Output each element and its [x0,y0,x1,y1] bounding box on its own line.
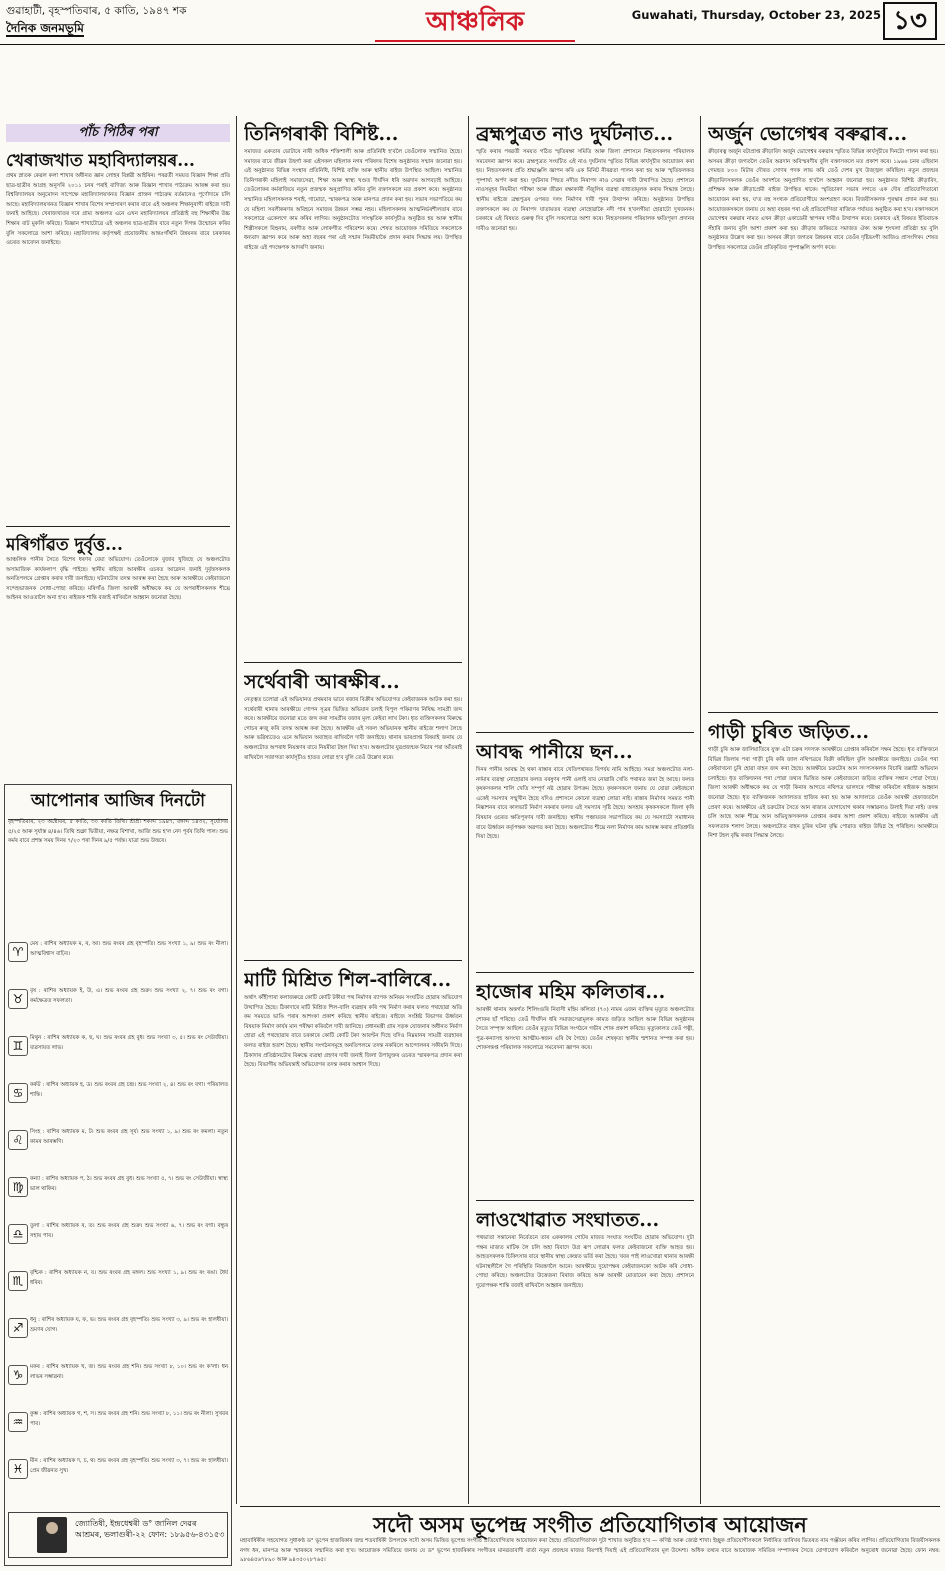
horoscope-sign [8,1410,228,1448]
horoscope-sign [8,1081,228,1119]
article-sarthebari-police: নেতৃত্বত চলোৱা এই অভিযানত প্ৰথমবাৰ ভাবে ৰজাৰ বিক্ৰীৰ অভিযোগত কেইবাজনক আটক কৰা হয়। সৰ্থেবাৰী থানাৰ আৰক্ষীয়ে গোপন সূত্ৰৰ ভিত্তিত অভিযান চলাই বিপুল পৰিমাণৰ নিষিদ্ধ সামগ্ৰী জব্দ কৰে। আৰক্ষীয়ে জনোৱা মতে জব্দ কৰা সামগ্ৰীৰ বজাৰ মূল্য কেইবা লাখ টকা। ধৃত ব্যক্তিসকলৰ বিৰুদ্ধে গোচৰ ৰুজু কৰি তদন্ত আৰম্ভ কৰা হৈছে। আৰক্ষীৰ এই সফল অভিযানক স্থানীয় ৰাইজে শলাগ লৈছে আৰু ভৱিষ্যতেও এনে অভিযান অব্যাহত ৰাখিবলৈ দাবী জনাইছে। থানাৰ ভাৰপ্ৰাপ্ত বিষয়াই জনায় যে অঞ্চলটোত অপৰাধ নিয়ন্ত্ৰণৰ বাবে নিয়মীয়া টহল দিয়া হ'ব। অঞ্চলটোৰ যুৱপ্ৰজন্মক নিচাৰ পৰা আঁতৰাই ৰাখিবলৈ সজাগতা কাৰ্যসূচীও হাতত লোৱা হ'ব বুলি তেওঁ উল্লেখ কৰে। [244,697,462,761]
horoscope-sign [8,1316,228,1354]
sign-text: মীন : ৰাশিৰ অধ্যায়ক দ, চ, থ। শুভ ৰংবৰ গ্ৰহ বৃহস্পতি। শুভ সংখ্যা ৩, ৭। শুভ ৰং হালধীয়া। প্ৰেম জীৱনত সুখ। [30,1458,228,1474]
article-morigaon: আঞ্চলিক পানীৰ সৈতে বিশেষ ধৰণৰ বেয়া অভিযোগ। তেওঁলোকে বুজাব খুজিছে যে অঞ্চলটোত অসামাজিক কাৰ্যকলাপ বৃদ্ধি পাইছে। স্থানীয় ৰাইজে আৰক্ষীৰ ওচৰত আৱেদন জনাই দুৰ্বৃত্তসকলক অনতিপলমে গ্ৰেপ্তাৰ কৰাৰ দাবী জনাইছে। ঘটনাটোৰ তদন্ত আৰম্ভ কৰা হৈছে আৰু আৰক্ষীয়ে কেইবাজনো সন্দেহভাজনক সোধা-পোছা কৰিছে। মৰিগাঁও জিলা আৰক্ষী অধীক্ষকে কয় যে অপৰাধীসকলক শীঘ্ৰে আইনৰ আওতালৈ অনা হ'ব। ৰাইজক শান্তি বজাই ৰাখিবলৈ আহ্বান জনোৱা হৈছে। [6,557,230,602]
headline-morigaon: মৰিগাঁৱত দুৰ্বৃত্ত... [6,535,123,555]
horoscope-sign [8,1222,228,1260]
sign-text: মিথুন : ৰাশিৰ অধ্যায়ক ক, ছ, ঘ। শুভ ৰংবৰ গ্ৰহ বুধ। শুভ সংখ্যা ৩, ৫। শুভ ৰং সেউজীয়া। ব্যৱসায়ত লাভ। [30,1035,228,1051]
sign-text: বৃশ্চিক : ৰাশিৰ অধ্যায়ক ন, য। শুভ ৰংবৰ গ্ৰহ মঙ্গল। শুভ সংখ্যা ১, ৯। শুভ ৰং ৰঙা। ধৈৰ্য ধৰিব। [30,1270,228,1286]
headline-sarthebari-police: সৰ্থেবাৰী আৰক্ষীৰ... [244,671,400,693]
aquarius-icon: ♒ [8,1412,28,1432]
headline-brahmaputra-boat: ব্ৰহ্মপুত্ৰত নাও দুৰ্ঘটনাত... [476,123,674,145]
sign-text: কৰ্কট : ৰাশিৰ অধ্যায়ক হ, ড। শুভ ৰংবৰ গ্ৰহ চন্দ্ৰ। শুভ সংখ্যা ২, ৪। শুভ ৰং বগা। পৰিয়ালত শান্তি। [30,1082,228,1098]
sign-text: ধনু : ৰাশিৰ অধ্যায়ক য, ফ, ভ। শুভ ৰংবৰ গ্ৰহ বৃহস্পতি। শুভ সংখ্যা ৩, ৯। শুভ ৰং হালধীয়া। ভ্ৰমণৰ যোগ। [30,1317,228,1333]
column-divider-1 [236,116,237,1504]
right-dateline: Guwahati, Thursday, October 23, 2025 [631,8,881,22]
horoscope-sign [8,1269,228,1307]
horoscope-sign [8,1175,228,1213]
horoscope-sign [8,1457,228,1495]
divider [244,960,462,961]
scorpio-icon: ♏ [8,1271,28,1291]
sign-text: বৃষ : ৰাশিৰ অধ্যায়ক ই, উ, এ। শুভ ৰংবৰ গ্ৰহ শুক্ৰ। শুভ সংখ্যা ২, ৭। শুভ ৰং বগা। কৰ্মক্ষেত্ৰত সফলতা। [30,988,228,1004]
article-three-women: সমাজত একতাৰ ভোটাৰে নাৰী অধিক শক্তিশালী আৰু প্ৰতিনিধি হ'বলৈ তেওঁলোক সন্মানিত হৈছে। সমাজৰ বাবে জীৱন উছৰ্গা কৰা এইসকল মহিলাক নগৰ পৰিষদৰ বিশেষ অনুষ্ঠানত সন্মান জনোৱা হয়। এই অনুষ্ঠানত বিভিন্ন সংস্থাৰ প্ৰতিনিধি, বিশিষ্ট ব্যক্তি আৰু স্থানীয় ৰাইজ উপস্থিত আছিল। সন্মানিত তিনিগৰাকী মহিলাই সমাজসেৱা, শিক্ষা আৰু স্বাস্থ্য খণ্ডত দীৰ্ঘদিন ধৰি অৱদান আগবঢ়াই আহিছে। তেওঁলোকৰ কৰ্মৰাজিয়ে নতুন প্ৰজন্মক অনুপ্ৰাণিত কৰিব বুলি বক্তাসকলে মত প্ৰকাশ কৰে। অনুষ্ঠানত সন্মানিত মহিলাসকলক শৰাই, গামোচা, স্মাৰকপত্ৰ আৰু মানপত্ৰ প্ৰদান কৰা হয়। সভাৰ সভাপতিয়ে কয় যে মহিলা সবলীকৰণৰ অবিহনে সমাজৰ উন্নয়ন সম্ভৱ নহয়। মহিলাসকলৰ আত্মনিৰ্ভৰশীলতাৰ বাবে সকলোৱে একেলগে কাম কৰিব লাগিব। অনুষ্ঠানটোত সাংস্কৃতিক কাৰ্যসূচীও অনুষ্ঠিত হয় আৰু স্থানীয় শিল্পীসকলে বিহুনাম, বৰগীত আৰু লোকগীত পৰিবেশন কৰে। শেষত আয়োজক সমিতিয়ে সকলোকে ধন্যবাদ জ্ঞাপন কৰে আৰু অহা বছৰৰ পৰা এই সন্মান নিয়মীয়াকৈ প্ৰদান কৰাৰ সিদ্ধান্ত লয়। উপস্থিত ৰাইজে এই পদক্ষেপক আদৰণি জনায়। [244,149,462,251]
astrologer-photo [37,1517,67,1553]
article-vehicle-theft: গাড়ী চুৰি আৰু জালিয়াতিৰে যুক্ত এটা চক্ৰৰ সদস্যক আৰক্ষীয়ে গ্ৰেপ্তাৰ কৰিবলৈ সক্ষম হৈছে। ধৃত ব্যক্তিজনে বিভিন্ন জিলাৰ পৰা গাড়ী চুৰি কৰি জাল নথিপত্ৰৰে বিক্ৰী কৰিছিল বুলি আৰক্ষীয়ে জনাইছে। তেওঁৰ পৰা কেইবাখনো চুৰি হোৱা বাহন জব্দ কৰা হৈছে। আৰক্ষীয়ে চক্ৰটোৰ আন সদস্যসকলক বিচাৰি তল্লাচী অভিযান চলাইছে। ধৃত ব্যক্তিজনৰ পৰা পোৱা তথ্যৰ ভিত্তিত আৰু কেইবাজনো জড়িত ব্যক্তিৰ সন্ধান পোৱা গৈছে। জিলা আৰক্ষী অধীক্ষকে কয় যে গাড়ী কিনাৰ আগতে নথিপত্ৰ ভালদৰে পৰীক্ষা কৰিবলৈ ৰাইজক আহ্বান জনোৱা হৈছে। ধৃত ব্যক্তিজনক আদালতত হাজিৰ কৰা হয় আৰু আদালতে তেওঁক আৰক্ষী হেফাজতলৈ প্ৰেৰণ কৰে। আৰক্ষীয়ে এই চক্ৰটোৰ সৈতে আন ৰাজ্যৰ যোগাযোগ থকাৰ সম্ভাৱনাও উলাই দিয়া নাই। তদন্ত চলি আছে আৰু শীঘ্ৰে আন অভিযুক্তসকলক গ্ৰেপ্তাৰ কৰাৰ আশা প্ৰকাশ কৰিছে। ৰাইজে আৰক্ষীৰ এই সফলতাক শলাগ লৈছে। অঞ্চলটোত বাহন চুৰিৰ ঘটনা বৃদ্ধি পোৱাত ৰাইজ উদ্বিগ্ন হৈ পৰিছিল। আৰক্ষীয়ে নিশা টহল বৃদ্ধি কৰাৰ সিদ্ধান্ত লৈছে। [708,747,938,840]
divider [240,1506,940,1507]
headline-laokhowa-clash: লাওখোৱাত সংঘাতত... [476,1209,660,1231]
sign-text: সিংহ : ৰাশিৰ অধ্যায়ক ম, ট। শুভ ৰংবৰ গ্ৰহ সূৰ্য। শুভ সংখ্যা ১, ৯। শুভ ৰং কমলা। নতুন কামৰ আৰম্ভণি। [30,1129,228,1145]
aries-icon: ♈ [8,942,28,962]
divider [708,712,938,713]
astrologer-box [8,1512,228,1558]
headline-kherajkhat: খেৰাজখাত মহাবিদ্যালয়ৰ... [6,151,195,171]
article-hajo-mahim-kalita: আৰক্ষী থানাৰ অন্তৰ্গত শিলিংগুৰি নিবাসী মহিম কলিতা (৭০) নামৰ এজন ব্যক্তিৰ মৃত্যুত অঞ্চলটোত শোকৰ ছাঁ পৰিছে। তেওঁ দীৰ্ঘদিন ধৰি সমাজসেৱামূলক কামত জড়িত আছিল আৰু বিভিন্ন অনুষ্ঠানৰ সৈতে সম্পৃক্ত আছিল। তেওঁৰ মৃত্যুত বিভিন্ন সংগঠনে গভীৰ শোক প্ৰকাশ কৰিছে। মৃত্যুকালত তেওঁ পত্নী, পুত্ৰ-কন্যাসহ অসংখ্য আত্মীয়-স্বজন এৰি থৈ গৈছে। তেওঁৰ শেষকৃত্য স্থানীয় শ্মশানত সম্পন্ন কৰা হয়। শোকসন্তপ্ত পৰিয়ালক সকলোৱে সমবেদনা জ্ঞাপন কৰে। [476,1007,694,1052]
capricorn-icon: ♑ [8,1365,28,1385]
masthead-divider [0,44,945,45]
section-title: আঞ্চলিক [425,7,525,37]
headline-hajo-mahim-kalita: হাজোৰ মহিম কলিতাৰ... [476,981,666,1003]
libra-icon: ♎ [8,1224,28,1244]
sign-text: তুলা : ৰাশিৰ অধ্যায়ক ৰ, ত। শুভ ৰংবৰ গ্ৰহ শুক্ৰ। শুভ সংখ্যা ৬, ৭। শুভ ৰং বগা। বন্ধুৰ সহায় পাব। [30,1223,228,1239]
sagittarius-icon: ♐ [8,1318,28,1338]
article-waterlogging: দিনৰ পানীৰ আবদ্ধ হৈ থকা ৰাস্তাৰ বাবে খেতিপথাৰত বিপৰ্যয় নামি আহিছে। সমগ্ৰ অঞ্চলটোত নলা-নৰ্দমাৰ ব্যৱস্থা নোহোৱাৰ ফলত বৰষুণৰ পানী ওলাই যাব নোৱাৰি খেতি পথাৰত জমা হৈ আছে। ফলত কৃষকসকলৰ শালি খেতি সম্পূৰ্ণ নষ্ট হোৱাৰ উপক্ৰম হৈছে। কৃষকসকলে জনায় যে যোৱা কেইবছৰো একেই সমস্যাৰ সন্মুখীন হৈছে যদিও প্ৰশাসনে কোনো ব্যৱস্থা লোৱা নাই। ৰাস্তাৰ নিৰ্মাণৰ সময়ত পানী নিষ্কাশনৰ বাবে কালভাৰ্ট নিৰ্মাণ নকৰাৰ ফলত এই সমস্যাৰ সৃষ্টি হৈছে। অসহায় কৃষকসকলে জিলা কৃষি বিষয়াৰ ওচৰত ক্ষতিপূৰণৰ দাবী জনাইছে। স্থানীয় পঞ্চায়তৰ সভাপতিয়ে কয় যে সমস্যাটো সমাধানৰ বাবে ঊৰ্ধ্বতন কৰ্তৃপক্ষক অৱগত কৰা হৈছে। অঞ্চলটোত শীঘ্ৰে নলা নিৰ্মাণৰ কাম আৰম্ভ কৰাৰ প্ৰতিশ্ৰুতি দিয়া হৈছে। [476,767,694,841]
article-brahmaputra-boat: স্মৃতি কৰাৰ পৰৱৰ্তী সময়ত গঠিত স্মৃতিৰক্ষা সমিতি আৰু জিলা প্ৰশাসনে নিহতসকলৰ পৰিয়ালক সমবেদনা জ্ঞাপন কৰে। ব্ৰহ্মপুত্ৰত সংঘটিত এই নাও দুৰ্ঘটনাৰ স্মৃতিত বিভিন্ন কাৰ্যসূচীৰ আয়োজন কৰা হয়। নিহতসকলৰ প্ৰতি শ্ৰদ্ধাঞ্জলি জ্ঞাপন কৰি এক মিনিট নীৰৱতা পালন কৰা হয় আৰু স্মৃতিফলকত পুষ্পাৰ্ঘ্য অৰ্পণ কৰা হয়। দুৰ্ঘটনাৰ পিছত নদীত নিৰাপদ নাও সেৱাৰ দাবী উত্থাপিত হৈছে। প্ৰশাসনে নাওসমূহৰ নিয়মীয়া পৰীক্ষা আৰু জীৱন ৰক্ষাকাৰী সঁজুলিৰ ব্যৱস্থা বাধ্যতামূলক কৰাৰ সিদ্ধান্ত লৈছে। স্থানীয় ৰাইজে ব্ৰহ্মপুত্ৰৰ ওপৰত দলং নিৰ্মাণৰ দাবী পুনৰ উত্থাপন কৰিছে। অনুষ্ঠানত উপস্থিত বক্তাসকলে কয় যে নিৰাপদ যাতায়তৰ ব্যৱস্থা নোহোৱাকৈ নদী পাৰ হ'বলগীয়া হোৱাটো দুখজনক। চৰকাৰে এই বিষয়ত গুৰুত্ব দিব বুলি সকলোৱে আশা কৰে। নিহতসকলৰ পৰিয়ালক ক্ষতিপূৰণ প্ৰদানৰ দাবীও জনোৱা হয়। [476,149,694,232]
article-kherajkhat: প্ৰথম স্নাতক কেৱল কলা শাখাৰ অধীনত জ্ঞান লোহৰ বিপ্লৱী আইৰিন। পৰৱৰ্তী সময়ত বিজ্ঞান শিক্ষা প্ৰতি ছাত্ৰ-ছাত্ৰীৰ আগ্ৰহ অনুসৰি ২০১১ চনৰ পৰাই বাণিজ্য আৰু বিজ্ঞান শাখাৰ পাঠ্যক্ৰম আৰম্ভ কৰা হয়। বিশ্ববিদ্যালয়ৰ অনুমোদন সাপেক্ষে মহাবিদ্যালয়খনত বিজ্ঞান প্ৰাক্তন পাঠ্যক্ৰম বৰ্তমানেও পূৰ্ণোদ্যমে চলি আছে। মহাবিদ্যালয়খনত বিজ্ঞান শাখাৰ বিশেষ সম্প্ৰসাৰণ কৰাৰ বাবে এই অঞ্চলৰ শিক্ষানুৰাগী ৰাইজে দাবী জনাই আহিছে। খেৰাজখাতৰ দৰে গ্ৰাম্য অঞ্চলত এনে এখন মহাবিদ্যালয়ৰ প্ৰতিষ্ঠাই বহু শিক্ষাৰ্থীৰ উচ্চ শিক্ষাৰ বাট মুকলি কৰিছে। বিজ্ঞান শাখাটোৱে এই অঞ্চলৰ ছাত্ৰ-ছাত্ৰীৰ বাবে নতুন দিগন্ত উন্মোচন কৰিব বুলি সকলোৱে আশা কৰিছে। মহাবিদ্যালয় কৰ্তৃপক্ষই প্ৰয়োজনীয় আন্তঃগাঁথনি উন্নয়নৰ বাবে চৰকাৰৰ ওচৰত আবেদন জনাইছে। [6,173,230,247]
page-number: ১৩ [883,2,937,40]
divider [476,732,694,733]
banner-underline [375,40,575,42]
sign-text: কুম্ভ : ৰাশিৰ অধ্যায়ক গ, শ, স। শুভ ৰংবৰ গ্ৰহ শনি। শুভ সংখ্যা ৮, ১১। শুভ ৰং নীলা। সুখবৰ পাব। [30,1411,228,1427]
left-dateline: গুৱাহাটী, বৃহস্পতিবাৰ, ৫ কাতি, ১৯৪৭ শক [6,5,187,17]
horoscope-sign [8,1128,228,1166]
horoscope-intro: বৃহস্পতিবাৰ, ২৩ অক্টোবৰ, ৫ কাতি, ৩০ কাতি তিথি। শ্ৰীশ্ৰী শকাব্দ ১৯৪৭, বঙ্গাব্দ ১৪৩২, সূৰ্য্যোদয় ৫/২৫ আৰু সূৰ্যাস্ত ৪/৪৬। তিথি শুক্লা দ্বিতীয়া, নক্ষত্ৰ বিশাখা, আজি শুভ হ'ল নেদ পূৰ্বৰ তিথি পাল। শুভ কৰ্মৰ বাবে প্ৰশস্ত সময় দিনৰ ৭/২৩ পৰা দিনৰ ৯/৫ পৰ্যন্ত। যাত্ৰা শুভ উত্তৰে। [8,819,228,845]
column-divider-2 [468,116,469,1504]
horoscope-sign [8,1034,228,1072]
paper-name: দৈনিক জনমভূমি [6,21,84,35]
sign-text: মকৰ : ৰাশিৰ অধ্যায়ক খ, জ। শুভ ৰংবৰ গ্ৰহ শনি। শুভ সংখ্যা ৮, ১০। শুভ ৰং ক'লা। ধন লাভৰ সম্ভাৱনা। [30,1364,228,1380]
article-arjun-bhogeswar: ক্ৰীড়াৰত্ন অৰ্জুন বটাপ্ৰাপ্ত ক্ৰীড়াবিদ অৰ্জুন ভোগেশ্বৰ বৰুৱাৰ স্মৃতিত বিভিন্ন কাৰ্যসূচীৰে দিনটো পালন কৰা হয়। অসমৰ ক্ৰীড়া জগতলৈ তেওঁৰ অৱদান অবিস্মৰণীয় বুলি বক্তাসকলে মত প্ৰকাশ কৰে। ১৯৬৬ চনৰ এছিয়ান গেমছত ৮০০ মিটাৰ দৌৰত সোণৰ পদক লাভ কৰি তেওঁ দেশৰ মুখ উজ্জ্বল কৰিছিল। নতুন প্ৰজন্মৰ ক্ৰীড়াবিদসকলক তেওঁৰ আদৰ্শৰে অনুপ্ৰাণিত হ'বলৈ আহ্বান জনোৱা হয়। অনুষ্ঠানত বিশিষ্ট ক্ৰীড়াবিদ, প্ৰশিক্ষক আৰু ক্ৰীড়াপ্ৰেমী ৰাইজ উপস্থিত থাকে। স্মৃতিচাৰণ সভাৰ লগতে এক দৌৰ প্ৰতিযোগিতাৰো আয়োজন কৰা হয়, য'ত বহু সংখ্যক প্ৰতিযোগীয়ে অংশগ্ৰহণ কৰে। বিজয়ীসকলক পুৰস্কাৰ প্ৰদান কৰা হয়। আয়োজকসকলে জনায় যে অহা বছৰৰ পৰা এই প্ৰতিযোগিতা ৰাজ্যিক পৰ্যায়ত অনুষ্ঠিত কৰা হ'ব। বক্তাসকলে ভোগেশ্বৰ বৰুৱাৰ নামত এখন ক্ৰীড়া একাডেমী স্থাপনৰ দাবীও উত্থাপন কৰে। চৰকাৰে এই বিষয়ত ইতিবাচক সঁহাৰি জনাব বুলি আশা প্ৰকাশ কৰা হয়। ক্ৰীড়াৰ জৰিয়তে সমাজত ঐক্য আৰু শৃংখলা প্ৰতিষ্ঠা হয় বুলি অনুষ্ঠানত উল্লেখ কৰা হয়। অসমৰ ক্ৰীড়া জগতৰ উন্নয়নৰ বাবে তেওঁৰ দৃষ্টিভংগী আজিও প্ৰাসংগিক। শেষত উপস্থিত সকলোৱে তেওঁৰ প্ৰতিকৃতিত পুষ্পাঞ্জলি অৰ্পণ কৰে। [708,149,938,251]
leo-icon: ♌ [8,1130,28,1150]
article-bhupendra-sangeet: মহাবাৰ্ষিকীৰ সহযোগত সুধাকণ্ঠ ড° ভূপেন হাজৰিকাৰ জন্ম শতবাৰ্ষিকী উপলক্ষে সদৌ অসম ভিত্তিত ভূপেন্দ্ৰ সংগীত প্ৰতিযোগিতাৰ আয়োজন কৰা হৈছে। প্ৰতিযোগিতাখন দুটা শাখাত অনুষ্ঠিত হ'ব — কণিষ্ঠ আৰু জ্যেষ্ঠ শাখা। ইচ্ছুক প্ৰতিযোগীসকলে নিৰ্ধাৰিত তাৰিখৰ ভিতৰত নাম পঞ্জীয়ন কৰিব লাগিব। প্ৰতিযোগিতাৰ বিজয়ীসকলক নগদ ধন, মানপত্ৰ আৰু স্মাৰকৰে সন্মানিত কৰা হ'ব। আয়োজক সমিতিয়ে জনায় যে ড° ভূপেন হাজৰিকাৰ সংগীতৰ মানৱতাবাদী বাৰ্তা নতুন প্ৰজন্মৰ মাজত বিয়পাই দিয়াই এই প্ৰতিযোগিতাৰ মূল উদ্দেশ্য। অধিক তথ্যৰ বাবে আয়োজক সমিতিৰ সম্পাদকৰ সৈতে যোগাযোগ কৰিবলৈ অনুৰোধ জনোৱা হৈছে। ফোন নম্বৰ: ৯৮৬৪৫৬৭৮৯০ আৰু ৯৪৩৫০২৮৭৬৫। [240,1538,940,1564]
horoscope-sign [8,1363,228,1401]
gemini-icon: ♊ [8,1036,28,1056]
headline-vehicle-theft: গাড়ী চুৰিত জড়িত... [708,721,869,743]
horoscope-title: আপোনাৰ আজিৰ দিনটো [8,788,228,820]
masthead-left [6,4,296,37]
horoscope-sign [8,940,228,978]
continued-strip: পাঁচ পিঠিৰ পৰা [6,124,230,142]
headline-bhupendra-sangeet: সদৌ অসম ভূপেন্দ্ৰ সংগীত প্ৰতিযোগিতাৰ আয়োজন [373,1512,807,1537]
divider [476,1200,694,1201]
cancer-icon: ♋ [8,1083,28,1103]
divider [476,972,694,973]
article-laokhowa-clash: পথভাতা সন্তানেৰা নিৰ্বেতনে তাৰ এককালৰ গোটৰ মাজত সংঘাত সংঘটিত হোৱাৰ অভিযোগ। দুটা পক্ষৰ মাজত মাটিক লৈ চলি অহা বিবাদে উগ্ৰ ৰূপ লোৱাৰ ফলত কেইবাজনো ব্যক্তি আহত হয়। আহতসকলক চিকিৎসাৰ বাবে স্থানীয় স্বাস্থ্য কেন্দ্ৰত ভৰ্তি কৰা হৈছে। খবৰ পাই লাওখোৱা থানাৰ আৰক্ষী ঘটনাস্থলীলৈ গৈ পৰিস্থিতি নিয়ন্ত্ৰণলৈ আনে। আৰক্ষীয়ে দুয়োপক্ষৰ কেইবাজনকো আটক কৰি সোধা-পোছা কৰিছে। অঞ্চলটোত উত্তেজনা বিৰাজ কৰিছে আৰু আৰক্ষী মোতায়েন কৰা হৈছে। প্ৰশাসনে দুয়োপক্ষক শান্তি বজাই ৰাখিবলৈ আহ্বান জনাইছে। [476,1235,694,1289]
sign-text: মেষ : ৰাশিৰ অধ্যায়ক ম, ৰ, আ। শুভ ৰংবৰ গ্ৰহ বৃহস্পতি। শুভ সংখ্যা ১, ৯। শুভ ৰং নীলা। আত্মবিশ্বাস বাঢ়িব। [30,941,228,957]
divider [244,662,462,663]
headline-road-construction: মাটি মিশ্ৰিত শিল-বালিৰে... [244,969,452,991]
taurus-icon: ♉ [8,989,28,1009]
pisces-icon: ♓ [8,1459,28,1479]
divider [6,526,230,527]
column-divider-3 [700,116,701,1504]
horoscope-sign [8,987,228,1025]
virgo-icon: ♍ [8,1177,28,1197]
sign-text: কন্যা : ৰাশিৰ অধ্যায়ক প, ঠ। শুভ ৰংবৰ গ্ৰহ বুধ। শুভ সংখ্যা ৫, ৭। শুভ ৰং সেউজীয়া। স্বাস্থ্য ভাল থাকিব। [30,1176,228,1192]
article-road-construction: অৰ্থাৎ কাঁহীপাৰা কলাজৰুৱে কোটি কোটি টকীয়া পথ নিৰ্মাণৰ ব্যাপক অনিয়ম সংঘটিত হোৱাৰ অভিযোগ উত্থাপিত হৈছে। ঠিকাদাৰে মাটি মিশ্ৰিত শিল-বালি ব্যৱহাৰ কৰি পথ নিৰ্মাণ কৰাৰ ফলত পথছোৱা অতি কম সময়তে ভাঙি পৰাৰ আশংকা প্ৰকাশ কৰিছে স্থানীয় ৰাইজে। ৰাইজে সংশ্লিষ্ট বিভাগৰ ঊৰ্ধ্বতন বিষয়াক নিৰ্মাণ কাৰ্যৰ মান পৰীক্ষা কৰিবলৈ দাবী জানিছে। প্ৰধানমন্ত্ৰী গ্ৰাম সড়ক যোজনাৰ অধীনত নিৰ্মাণ হোৱা এই পথছোৱাৰ বাবে চৰকাৰে কোটি কোটি টকা আবণ্টন দিছে যদিও নিম্নমানৰ সামগ্ৰী ব্যৱহাৰৰ ফলত ৰাইজ হতাশ হৈছে। স্থানীয় সংগঠনসমূহে অনতিপলমে তদন্ত নকৰিলে আন্দোলনৰ সকীয়নি দিছে। ঠিকাদাৰ প্ৰতিষ্ঠানটোৰ বিৰুদ্ধে ব্যৱস্থা গ্ৰহণৰ দাবী জনাই জিলা উপায়ুক্তৰ ওচৰত স্মাৰকপত্ৰ প্ৰদান কৰা হৈছে। বিভাগীয় অভিযন্তাই অভিযোগৰ তদন্ত কৰাৰ আশ্বাস দিছে। [244,995,462,1069]
headline-three-women: তিনিগৰাকী বিশিষ্ট... [244,123,399,145]
headline-arjun-bhogeswar: অৰ্জুন ভোগেশ্বৰ বৰুৱাৰ... [708,123,908,145]
headline-waterlogging: আবদ্ধ পানীয়ে ছন... [476,741,633,763]
astrologer-contact: জ্যোতিষী, ইন্দ্ৰধেশ্বৰী ড° জানিল দেৱৰ আশ্ৰমৰ, ভলাগুৰী-২২ ফোন: ১৮৯৫৬-৪৩১৫৩ [75,1519,225,1539]
